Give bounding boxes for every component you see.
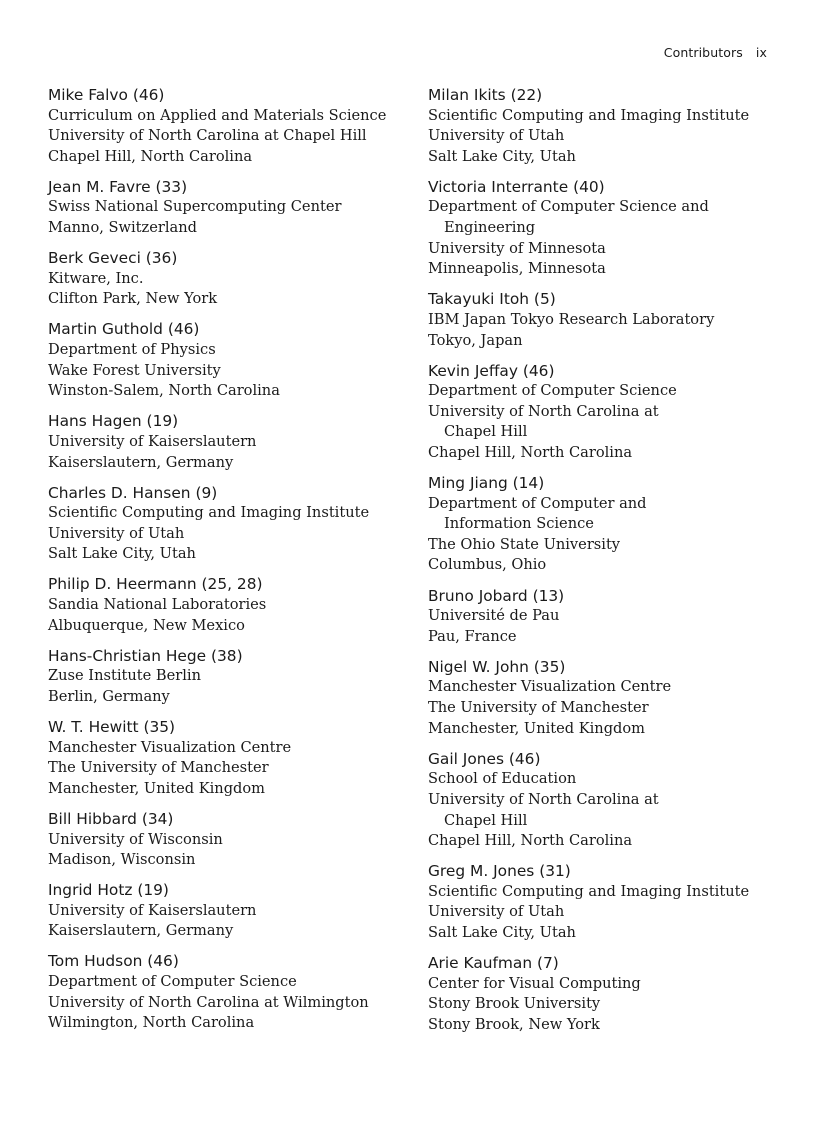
affiliation-line: University of North Carolina at Chapel Hill [48,127,367,145]
affiliation-line: Kaiserslautern, Germany [48,922,234,940]
affiliation-line: University of North Carolina at Wilmington [48,993,369,1011]
affiliation-line: Scientific Computing and Imaging Institute [428,106,750,124]
contributor-entry [48,809,408,871]
contributor-entry [428,361,778,464]
contributor-entry [428,657,778,739]
affiliation-line: Salt Lake City, Utah [428,147,576,165]
affiliation-line: Columbus, Ohio [428,556,547,574]
contributor-name: Hans Hagen (19) [48,412,179,431]
affiliation-line: Department of Physics [48,341,216,359]
affiliation-line: The Ohio State University [428,535,621,553]
contributor-entry [48,880,408,942]
affiliation-line: Université de Pau [428,607,560,625]
running-head [664,45,767,60]
affiliation-line: Wilmington, North Carolina [48,1014,255,1032]
contributor-entry [428,473,778,576]
contributor-name: Gail Jones (46) [428,749,541,768]
affiliation-line: Manchester, United Kingdom [428,719,646,737]
affiliation-line: Wake Forest University [48,361,221,379]
affiliation-line: Sandia National Laboratories [48,596,267,614]
contributor-name: Berk Geveci (36) [48,249,178,268]
affiliation-line: Manchester Visualization Centre [48,738,292,756]
affiliation-line: Swiss National Supercomputing Center [48,198,342,216]
affiliation-line: University of Kaiserslautern [48,432,257,450]
affiliation-line: Minneapolis, Minnesota [428,260,606,278]
affiliation-line: University of Utah [428,903,565,921]
contributor-name: Philip D. Heermann (25, 28) [48,575,263,594]
contributor-entry [48,483,408,565]
affiliation-line: Manno, Switzerland [48,219,197,237]
affiliation-line: Salt Lake City, Utah [428,923,576,941]
affiliation-line: Tokyo, Japan [428,331,523,349]
affiliation-line: Scientific Computing and Imaging Institute [428,882,750,900]
contributor-entry [48,646,408,708]
affiliation-line: University of North Carolina at [428,402,659,420]
page-number: ix [755,45,767,60]
affiliation-line: Department of Computer Science [428,382,677,400]
contributor-name: Martin Guthold (46) [48,320,200,339]
contributor-name: Milan Ikits (22) [428,86,543,104]
affiliation-line: The University of Manchester [428,699,649,717]
contributor-entry [48,717,408,799]
affiliation-line: Stony Brook, New York [428,1015,600,1033]
contributor-entry [48,951,408,1033]
contributor-entry [428,861,778,943]
affiliation-line: Winston-Salem, North Carolina [48,382,280,400]
contributor-entry [48,177,408,239]
affiliation-line: Kitware, Inc. [48,269,144,287]
contributor-entry [428,289,778,351]
affiliation-line-continued: Engineering [444,219,536,237]
affiliation-line: Salt Lake City, Utah [48,545,196,563]
contributor-entry [428,749,778,852]
affiliation-line: Chapel Hill, North Carolina [428,832,633,850]
affiliation-line: School of Education [428,770,577,788]
contributor-name: Bruno Jobard (13) [428,586,565,605]
affiliation-line: University of Kaiserslautern [48,901,257,919]
affiliation-line: Curriculum on Applied and Materials Science [48,106,387,124]
contributor-entry [428,586,778,648]
contributor-entry [48,85,408,167]
contributor-name: Nigel W. John (35) [428,657,566,676]
affiliation-line: University of Utah [428,127,565,145]
affiliation-line: IBM Japan Tokyo Research Laboratory [428,310,715,328]
affiliation-line: University of Wisconsin [48,830,223,848]
affiliation-line: Center for Visual Computing [428,974,641,992]
contributor-entry [428,953,778,1035]
contributor-entry [48,248,408,310]
contributor-name: Ming Jiang (14) [428,474,545,493]
affiliation-line: The University of Manchester [48,759,269,777]
affiliation-line-continued: Information Science [444,515,594,533]
affiliation-line: Zuse Institute Berlin [48,667,201,685]
affiliation-line: Berlin, Germany [48,687,170,705]
contributors-left-column [48,85,408,1043]
affiliation-line: Manchester, United Kingdom [48,779,266,797]
contributor-name: W. T. Hewitt (35) [48,718,176,737]
affiliation-line: Stony Brook University [428,995,601,1013]
affiliation-line-continued: Chapel Hill [444,811,528,829]
contributor-entry [428,85,778,167]
affiliation-line: Clifton Park, New York [48,290,218,308]
contributor-name: Takayuki Itoh (5) [428,290,556,309]
running-head-section: Contributors [663,45,743,60]
contributor-name: Tom Hudson (46) [48,952,179,971]
contributor-name: Mike Falvo (46) [48,86,165,104]
contributor-name: Greg M. Jones (31) [428,862,571,881]
affiliation-line: Chapel Hill, North Carolina [48,147,253,165]
affiliation-line: Department of Computer Science and [428,198,709,216]
contributor-name: Jean M. Favre (33) [48,177,188,196]
contributor-name: Hans-Christian Hege (38) [48,646,243,665]
contributor-name: Bill Hibbard (34) [48,809,174,828]
contributor-name: Ingrid Hotz (19) [48,881,169,900]
contributor-name: Charles D. Hansen (9) [48,483,218,502]
affiliation-line: University of Minnesota [428,239,606,257]
contributor-entry [428,177,778,280]
affiliation-line: Scientific Computing and Imaging Institute [48,504,370,522]
affiliation-line: Department of Computer Science [48,973,297,991]
contributor-entry [48,411,408,473]
contributors-right-column [428,85,778,1045]
affiliation-line: Chapel Hill, North Carolina [428,444,633,461]
affiliation-line: Kaiserslautern, Germany [48,453,234,471]
affiliation-line: Albuquerque, New Mexico [48,616,245,634]
affiliation-line: Madison, Wisconsin [48,851,196,869]
contributor-name: Victoria Interrante (40) [428,177,605,196]
affiliation-line: University of Utah [48,524,185,542]
affiliation-line: University of North Carolina at [428,790,659,808]
contributor-entry [48,574,408,636]
affiliation-line: Manchester Visualization Centre [428,678,672,696]
affiliation-line: Department of Computer and [428,494,647,512]
contributor-name: Kevin Jeffay (46) [428,361,555,380]
affiliation-line: Pau, France [428,627,517,645]
contributor-name: Arie Kaufman (7) [428,954,559,973]
affiliation-line-continued: Chapel Hill [444,423,528,441]
contributor-entry [48,319,408,401]
